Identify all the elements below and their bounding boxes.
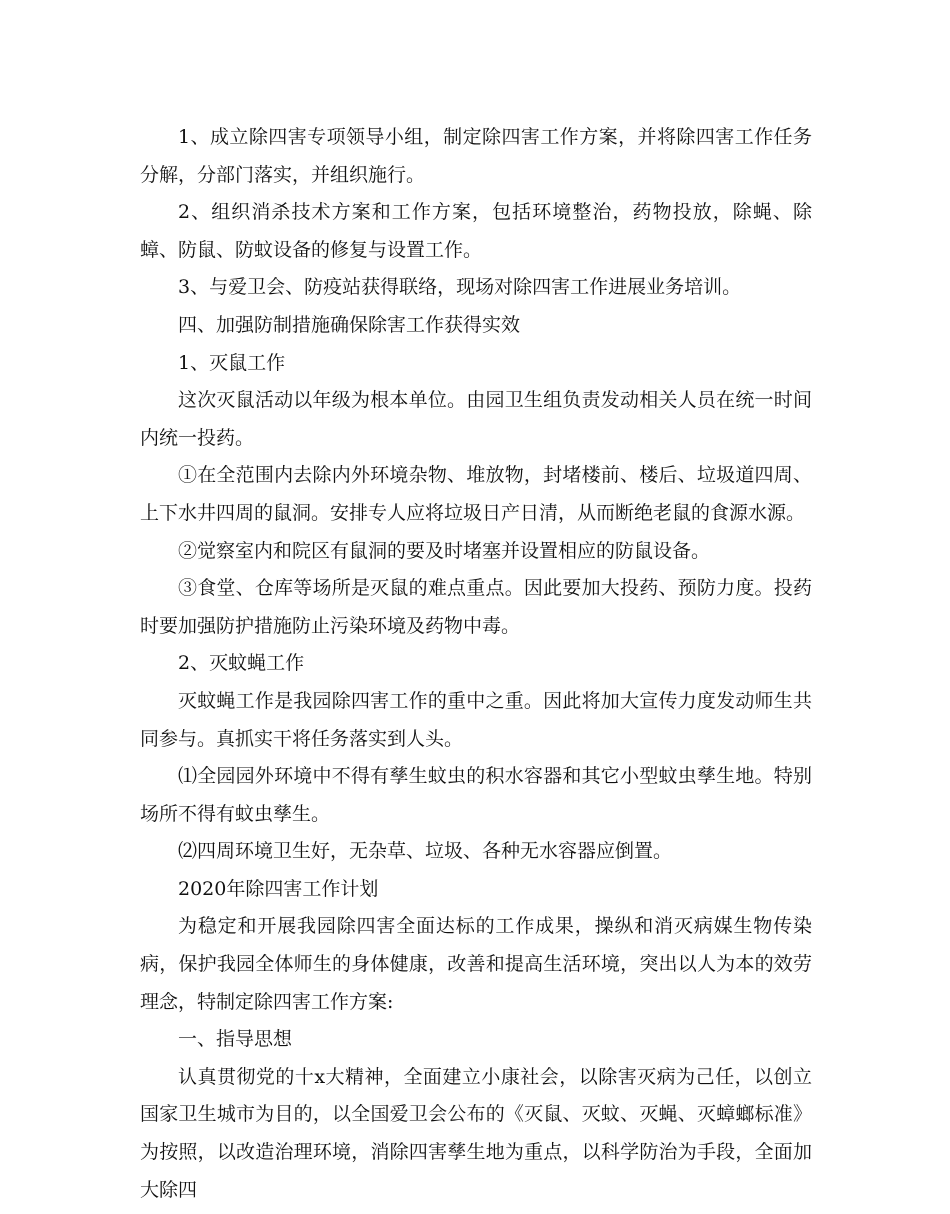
section-heading-guiding-thought: 一、指导思想 [178, 1028, 293, 1051]
paragraph-mosquito-item-2: ⑵四周环境卫生好，无杂草、垃圾、各种无水容器应倒置。 [178, 840, 673, 863]
section-heading-measures: 四、加强防制措施确保除害工作获得实效 [178, 313, 521, 336]
paragraph-rodent-item-1: ①在全范围内去除内外环境杂物、堆放物，封堵楼前、楼后、垃圾道四周、上下水井四周的鼠洞。安排专人应将垃圾日产日清，从而断绝老鼠的食源水源。 [140, 464, 812, 524]
document-body [140, 119, 812, 1209]
paragraph-mosquito-item-1: ⑴全园园外环境中不得有孳生蚊虫的积水容器和其它小型蚊虫孳生地。特别场所不得有蚊虫孳生。 [140, 765, 812, 825]
paragraph-task-3: 3、与爱卫会、防疫站获得联络，现场对除四害工作进展业务培训。 [178, 276, 742, 299]
paragraph-plan-intro: 为稳定和开展我园除四害全面达标的工作成果，操纵和消灭病媒生物传染病，保护我园全体师生的身体健康，改善和提高生活环境，突出以人为本的效劳理念，特制定除四害工作方案: [140, 915, 812, 1013]
plan-title: 2020年除四害工作计划 [178, 877, 379, 900]
paragraph-rodent-intro: 这次灭鼠活动以年级为根本单位。由园卫生组负责发动相关人员在统一时间内统一投药。 [140, 389, 812, 449]
paragraph-task-1: 1、成立除四害专项领导小组，制定除四害工作方案，并将除四害工作任务分解，分部门落实，并组织施行。 [140, 126, 812, 186]
subheading-rodent-control: 1、灭鼠工作 [178, 351, 286, 374]
paragraph-guiding-thought: 认真贯彻党的十x大精神，全面建立小康社会，以除害灭病为己任，以创立国家卫生城市为目的，以全国爱卫会公布的《灭鼠、灭蚊、灭蝇、灭蟑螂标准》为按照，以改造治理环境，消除四害孳生地为重点，以科学防治为手段，全面加大除四 [140, 1065, 812, 1201]
paragraph-mosquito-intro: 灭蚊蝇工作是我园除四害工作的重中之重。因此将加大宣传力度发动师生共同参与。真抓实干将任务落实到人头。 [140, 689, 812, 750]
subheading-mosquito-fly-control: 2、灭蚊蝇工作 [178, 652, 305, 675]
paragraph-rodent-item-2: ②觉察室内和院区有鼠洞的要及时堵塞并设置相应的防鼠设备。 [178, 539, 711, 562]
paragraph-rodent-item-3: ③食堂、仓库等场所是灭鼠的难点重点。因此要加大投药、预防力度。投药时要加强防护措施防止污染环境及药物中毒。 [140, 577, 812, 637]
paragraph-task-2: 2、组织消杀技术方案和工作方案，包括环境整治，药物投放，除蝇、除蟑、防鼠、防蚊设备的修复与设置工作。 [140, 201, 812, 261]
